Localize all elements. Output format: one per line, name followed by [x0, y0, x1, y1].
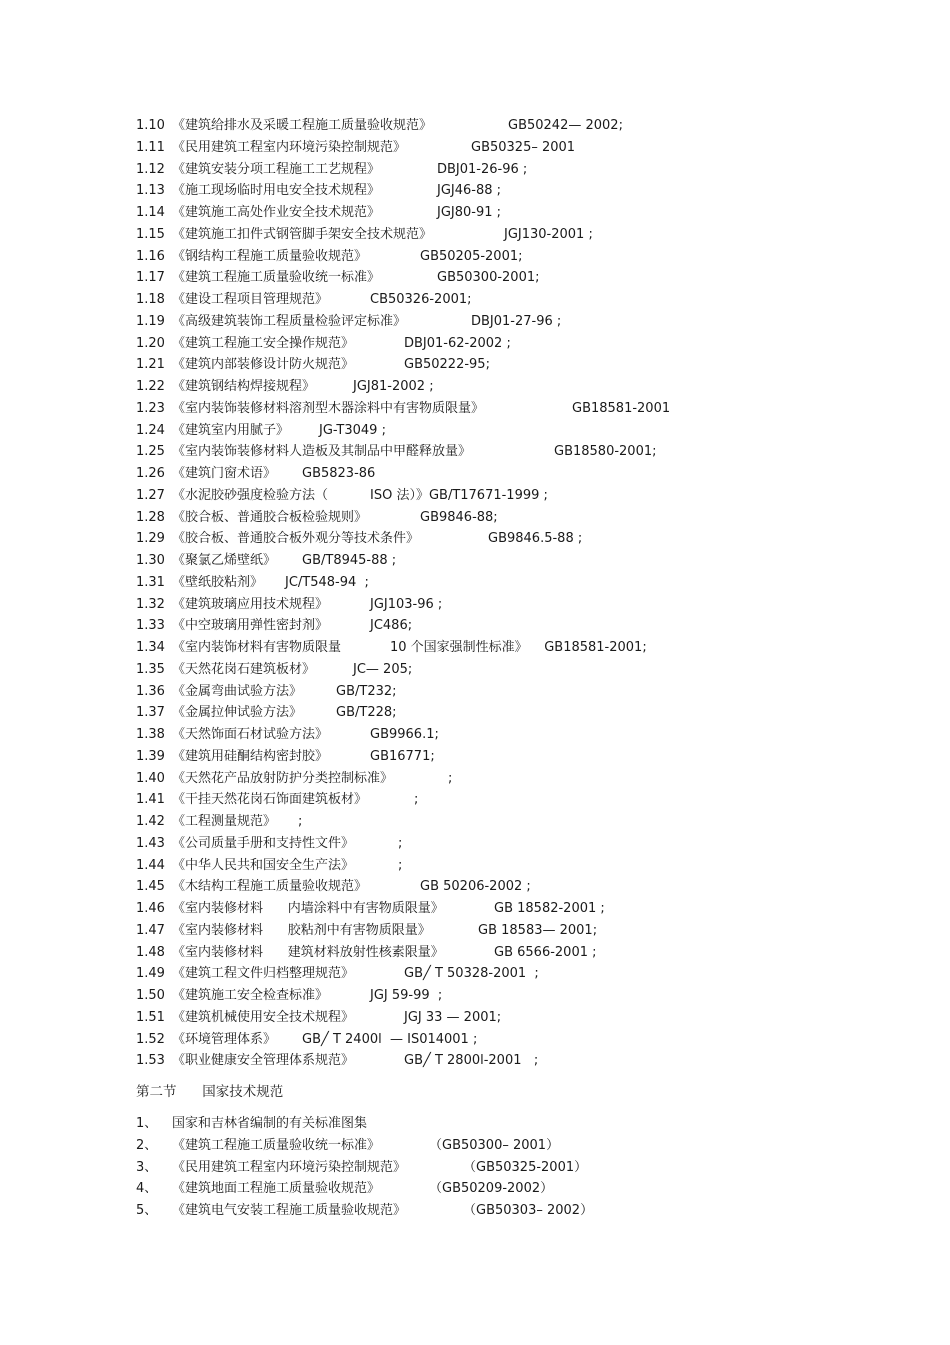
- spec-number: 1.33: [136, 618, 165, 634]
- spec-row: [136, 1029, 896, 1051]
- spec-row: [136, 615, 896, 637]
- spec-row: [136, 528, 896, 550]
- spec-title: 《钢结构工程施工质量验收规范》: [172, 248, 368, 264]
- spec-number: 1.17: [136, 270, 165, 286]
- spec-title: 《室内装饰装修材料溶剂型木器涂料中有害物质限量》: [172, 400, 485, 416]
- spec-title: 《建筑工程施工质量验收统一标准》: [172, 270, 381, 286]
- spec-title: 《环境管理体系》: [172, 1031, 277, 1047]
- spec-code: ;: [398, 857, 403, 873]
- spec-row: [136, 507, 896, 529]
- spec-row: [136, 180, 896, 202]
- spec-code: GB18580-2001;: [554, 444, 657, 460]
- spec-number: 1.15: [136, 226, 165, 242]
- spec-code: JGJ 59-99 ;: [370, 988, 443, 1003]
- spec-code: JGJ81-2002 ;: [353, 379, 434, 394]
- spec-code: ISO 法）》GB/T17671-1999 ;: [370, 487, 548, 503]
- spec-code: JGJ 33 — 2001;: [404, 1009, 502, 1025]
- spec-number: 1.16: [136, 248, 165, 264]
- spec-number: 1.38: [136, 727, 165, 742]
- spec-title: 《建筑工程施工安全操作规范》: [172, 335, 355, 351]
- spec-title: 《胶合板、普通胶合板检验规则》: [172, 509, 368, 525]
- spec-title: 《胶合板、普通胶合板外观分等技术条件》: [172, 531, 420, 547]
- standard-row: [136, 1135, 896, 1157]
- spec-number: 1.23: [136, 400, 165, 416]
- spec-code: JGJ80-91 ;: [437, 205, 502, 220]
- spec-title: 《建筑钢结构焊接规程》: [172, 379, 316, 394]
- spec-row: [136, 115, 896, 137]
- spec-title: 《金属拉伸试验方法》: [172, 705, 303, 721]
- spec-code: JC— 205;: [353, 661, 413, 677]
- spec-row: [136, 681, 896, 703]
- spec-row: [136, 463, 896, 485]
- spec-title: 《民用建筑工程室内环境污染控制规范》: [172, 139, 407, 155]
- spec-number: 1.28: [136, 509, 165, 525]
- spec-number: 1.13: [136, 183, 165, 199]
- spec-code: GB╱ T 2400l — IS014001 ;: [302, 1031, 478, 1047]
- standard-row: [136, 1200, 896, 1222]
- spec-title: 《建筑机械使用安全技术规程》: [172, 1009, 355, 1025]
- spec-title: 《建筑玻璃应用技术规程》: [172, 596, 329, 612]
- spec-number: 1.34: [136, 640, 165, 655]
- spec-code: CB50326-2001;: [370, 292, 472, 307]
- spec-code: GB18581-2001: [572, 400, 671, 416]
- spec-number: 1.50: [136, 988, 165, 1003]
- spec-code: GB50222-95;: [404, 357, 490, 373]
- spec-number: 1.53: [136, 1053, 165, 1069]
- spec-code: GB50242— 2002;: [508, 118, 623, 133]
- spec-title: 《木结构工程施工质量验收规范》: [172, 879, 368, 895]
- spec-row: [136, 876, 896, 898]
- spec-title: 《公司质量手册和支持性文件》: [172, 835, 355, 851]
- spec-code: GB 50206-2002 ;: [420, 879, 531, 895]
- spec-code: JG-T3049 ;: [319, 422, 386, 438]
- standard-number: 4、: [136, 1181, 158, 1197]
- spec-code: JC/T548-94 ;: [285, 574, 369, 590]
- spec-code: ;: [448, 770, 453, 786]
- spec-code: GB50325– 2001: [471, 139, 576, 155]
- spec-row: [136, 246, 896, 268]
- spec-title: 《高级建筑装饰工程质量检验评定标准》: [172, 313, 407, 329]
- spec-code: JGJ103-96 ;: [370, 596, 443, 612]
- spec-row: [136, 311, 896, 333]
- spec-number: 1.37: [136, 705, 165, 721]
- spec-title: 《室内装饰材料有害物质限量: [172, 640, 342, 655]
- spec-title: 《室内装修材料 内墙涂料中有害物质限量》: [172, 901, 444, 916]
- spec-row: [136, 724, 896, 746]
- spec-number: 1.46: [136, 901, 165, 916]
- spec-row: [136, 354, 896, 376]
- spec-row: [136, 376, 896, 398]
- spec-code: GB 18583— 2001;: [478, 922, 598, 938]
- spec-code: JC486;: [370, 618, 413, 634]
- spec-number: 1.12: [136, 161, 165, 177]
- standard-title: 《建筑电气安装工程施工质量验收规范》: [172, 1203, 407, 1218]
- spec-code: GB9846-88;: [420, 509, 498, 525]
- standard-row: [136, 1113, 896, 1135]
- spec-row: [136, 333, 896, 355]
- spec-title: 《室内装修材料 胶粘剂中有害物质限量》: [172, 922, 431, 938]
- spec-number: 1.35: [136, 661, 165, 677]
- standard-row: [136, 1157, 896, 1179]
- spec-row: [136, 746, 896, 768]
- spec-title: 《建筑用硅酮结构密封胶》: [172, 748, 329, 764]
- spec-code: JGJ130-2001 ;: [504, 226, 593, 242]
- spec-list: [136, 115, 896, 1072]
- spec-row: [136, 985, 896, 1007]
- standard-number: 1、: [136, 1116, 158, 1131]
- spec-number: 1.40: [136, 770, 165, 786]
- spec-number: 1.30: [136, 553, 165, 568]
- spec-row: [136, 789, 896, 811]
- spec-title: 《建设工程项目管理规范》: [172, 292, 329, 307]
- spec-title: 《聚氯乙烯壁纸》: [172, 553, 277, 568]
- spec-row: [136, 289, 896, 311]
- spec-code: GB 6566-2001 ;: [494, 944, 597, 960]
- spec-row: [136, 224, 896, 246]
- spec-title: 《干挂天然花岗石饰面建筑板材》: [172, 792, 368, 808]
- spec-code: GB╱ T 50328-2001 ;: [404, 966, 539, 982]
- spec-number: 1.11: [136, 139, 165, 155]
- spec-number: 1.21: [136, 357, 165, 373]
- spec-title: 《室内装饰装修材料人造板及其制品中甲醛释放量》: [172, 444, 472, 460]
- standard-title: 国家和吉林省编制的有关标准图集: [172, 1116, 368, 1131]
- spec-number: 1.44: [136, 857, 165, 873]
- spec-title: 《建筑给排水及采暖工程施工质量验收规范》: [172, 118, 433, 133]
- spec-number: 1.24: [136, 422, 165, 438]
- spec-code: 10 个国家强制性标准》 GB18581-2001;: [390, 640, 647, 655]
- spec-title: 《天然花岗石建筑板材》: [172, 661, 316, 677]
- spec-number: 1.51: [136, 1009, 165, 1025]
- standard-row: [136, 1178, 896, 1200]
- standard-title: 《建筑工程施工质量验收统一标准》: [172, 1137, 381, 1153]
- spec-title: 《中华人民共和国安全生产法》: [172, 857, 355, 873]
- spec-row: [136, 594, 896, 616]
- standard-code: （GB50209-2002）: [429, 1181, 554, 1197]
- spec-title: 《工程测量规范》: [172, 814, 277, 829]
- spec-number: 1.45: [136, 879, 165, 895]
- spec-row: [136, 137, 896, 159]
- spec-number: 1.31: [136, 574, 165, 590]
- spec-code: ;: [398, 835, 403, 851]
- spec-code: GB16771;: [370, 748, 435, 764]
- spec-title: 《壁纸胶粘剂》: [172, 574, 264, 590]
- spec-number: 1.47: [136, 922, 165, 938]
- spec-title: 《施工现场临时用电安全技术规程》: [172, 183, 381, 199]
- spec-code: ;: [414, 792, 419, 808]
- spec-row: [136, 942, 896, 964]
- spec-number: 1.25: [136, 444, 165, 460]
- spec-number: 1.26: [136, 466, 165, 481]
- spec-title: 《建筑室内用腻子》: [172, 422, 290, 438]
- spec-code: GB50300-2001;: [437, 270, 540, 286]
- spec-number: 1.22: [136, 379, 165, 394]
- spec-title: 《建筑施工扣件式钢管脚手架安全技术规范》: [172, 226, 433, 242]
- spec-title: 《建筑施工安全检查标准》: [172, 988, 329, 1003]
- spec-title: 《金属弯曲试验方法》: [172, 683, 303, 699]
- spec-code: JGJ46-88 ;: [437, 183, 502, 199]
- spec-number: 1.19: [136, 313, 165, 329]
- spec-row: [136, 398, 896, 420]
- spec-number: 1.43: [136, 835, 165, 851]
- standard-code: （GB50325-2001）: [463, 1159, 588, 1175]
- spec-number: 1.48: [136, 944, 165, 960]
- spec-title: 《中空玻璃用弹性密封剂》: [172, 618, 329, 634]
- spec-row: [136, 811, 896, 833]
- spec-number: 1.41: [136, 792, 165, 808]
- spec-code: GB╱ T 2800l-2001 ;: [404, 1053, 539, 1069]
- spec-row: [136, 572, 896, 594]
- spec-row: [136, 485, 896, 507]
- spec-code: GB 18582-2001 ;: [494, 901, 605, 916]
- spec-code: DBJ01-62-2002 ;: [404, 335, 511, 351]
- standard-code: （GB50300– 2001）: [429, 1137, 560, 1153]
- spec-row: [136, 550, 896, 572]
- spec-title: 《职业健康安全管理体系规范》: [172, 1053, 355, 1069]
- spec-number: 1.52: [136, 1031, 165, 1047]
- spec-row: [136, 963, 896, 985]
- spec-title: 《建筑门窗术语》: [172, 466, 277, 481]
- spec-code: GB/T228;: [336, 705, 397, 721]
- spec-number: 1.18: [136, 292, 165, 307]
- spec-row: [136, 898, 896, 920]
- standard-title: 《民用建筑工程室内环境污染控制规范》: [172, 1159, 407, 1175]
- spec-row: [136, 920, 896, 942]
- spec-code: GB9966.1;: [370, 727, 439, 742]
- spec-number: 1.42: [136, 814, 165, 829]
- section-title: 第二节 国家技术规范: [136, 1084, 284, 1100]
- spec-code: GB/T8945-88 ;: [302, 553, 397, 568]
- spec-code: GB9846.5-88 ;: [488, 531, 583, 547]
- standard-code: （GB50303– 2002）: [463, 1203, 594, 1218]
- spec-title: 《水泥胶砂强度检验方法（: [172, 487, 329, 503]
- spec-number: 1.20: [136, 335, 165, 351]
- spec-row: [136, 441, 896, 463]
- spec-title: 《天然饰面石材试验方法》: [172, 727, 329, 742]
- spec-code: DBJ01-27-96 ;: [471, 313, 562, 329]
- spec-code: DBJ01-26-96 ;: [437, 161, 528, 177]
- spec-title: 《建筑安装分项工程施工工艺规程》: [172, 161, 381, 177]
- standard-number: 5、: [136, 1203, 158, 1218]
- spec-number: 1.27: [136, 487, 165, 503]
- spec-row: [136, 202, 896, 224]
- spec-number: 1.49: [136, 966, 165, 982]
- spec-number: 1.36: [136, 683, 165, 699]
- spec-title: 《建筑施工高处作业安全技术规范》: [172, 205, 381, 220]
- spec-number: 1.10: [136, 118, 165, 133]
- standard-number: 3、: [136, 1159, 158, 1175]
- spec-row: [136, 159, 896, 181]
- standard-number: 2、: [136, 1137, 158, 1153]
- spec-row: [136, 267, 896, 289]
- standard-title: 《建筑地面工程施工质量验收规范》: [172, 1181, 381, 1197]
- spec-number: 1.29: [136, 531, 165, 547]
- spec-row: [136, 768, 896, 790]
- spec-code: GB5823-86: [302, 466, 376, 481]
- spec-code: GB/T232;: [336, 683, 397, 699]
- spec-title: 《室内装修材料 建筑材料放射性核素限量》: [172, 944, 444, 960]
- spec-title: 《天然花产品放射防护分类控制标准》: [172, 770, 394, 786]
- spec-code: GB50205-2001;: [420, 248, 523, 264]
- spec-title: 《建筑内部装修设计防火规范》: [172, 357, 355, 373]
- spec-row: [136, 659, 896, 681]
- spec-row: [136, 1007, 896, 1029]
- spec-row: [136, 420, 896, 442]
- spec-number: 1.39: [136, 748, 165, 764]
- spec-row: [136, 855, 896, 877]
- spec-title: 《建筑工程文件归档整理规范》: [172, 966, 355, 982]
- standards-list: [136, 1113, 896, 1222]
- spec-row: [136, 1050, 896, 1072]
- spec-number: 1.32: [136, 596, 165, 612]
- spec-row: [136, 833, 896, 855]
- spec-row: [136, 702, 896, 724]
- spec-number: 1.14: [136, 205, 165, 220]
- spec-code: ;: [298, 814, 303, 829]
- spec-row: [136, 637, 896, 659]
